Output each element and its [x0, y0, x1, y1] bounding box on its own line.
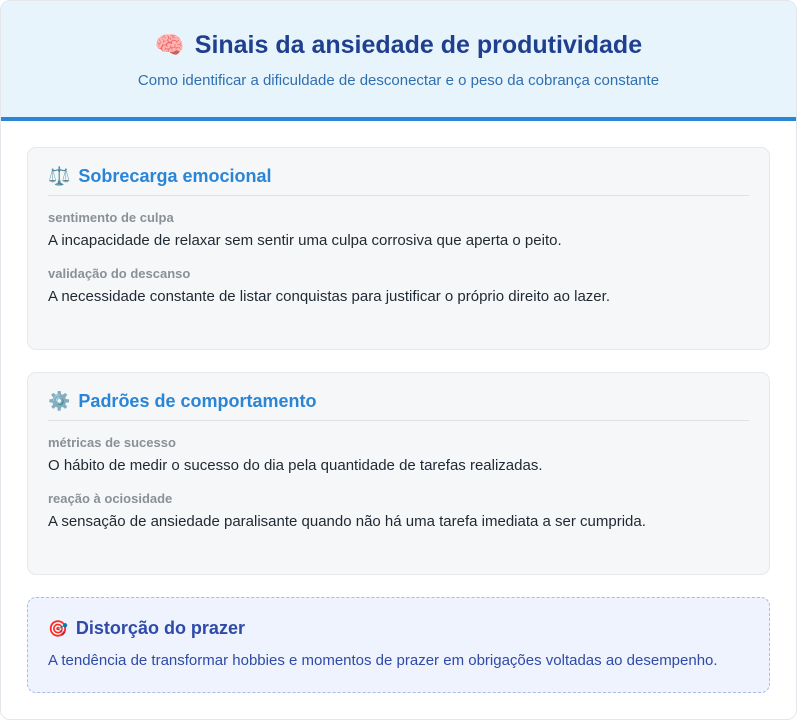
item-label: métricas de sucesso [48, 435, 176, 450]
section-title: Padrões de comportamento [78, 391, 317, 411]
item-text: A necessidade constante de listar conquistas para justificar o próprio direito ao lazer. [48, 288, 610, 305]
gear-icon: ⚙️ [48, 391, 71, 411]
page-header [1, 1, 796, 121]
page-subtitle: Como identificar a dificuldade de desconectar e o peso da cobrança constante [137, 72, 660, 89]
section-header [48, 166, 749, 196]
brain-icon: 🧠 [154, 32, 185, 59]
main-content [1, 121, 796, 693]
page-title [155, 31, 642, 60]
section-header [48, 391, 749, 421]
highlight-text: A tendência de transformar hobbies e momentos de prazer em obrigações voltadas ao desempenho. [48, 652, 718, 669]
item-text: A incapacidade de relaxar sem sentir uma culpa corrosiva que aperta o peito. [48, 232, 562, 249]
section-card-behavior [27, 372, 770, 575]
item-label: sentimento de culpa [48, 210, 174, 225]
item-label: validação do descanso [48, 266, 191, 281]
section-card-emotional [27, 147, 770, 350]
item-label: reação à ociosidade [48, 491, 173, 506]
page-title-text: Sinais da ansiedade de produtividade [194, 31, 643, 59]
highlight-header [48, 618, 749, 639]
scales-icon: ⚖️ [48, 166, 71, 186]
target-icon: 🎯 [48, 620, 68, 638]
item-text: O hábito de medir o sucesso do dia pela quantidade de tarefas realizadas. [48, 457, 543, 474]
item-text: A sensação de ansiedade paralisante quando não há uma tarefa imediata a ser cumprida. [48, 513, 646, 530]
highlight-title: Distorção do prazer [75, 618, 245, 638]
section-title: Sobrecarga emocional [78, 166, 272, 186]
highlight-card [27, 597, 770, 693]
